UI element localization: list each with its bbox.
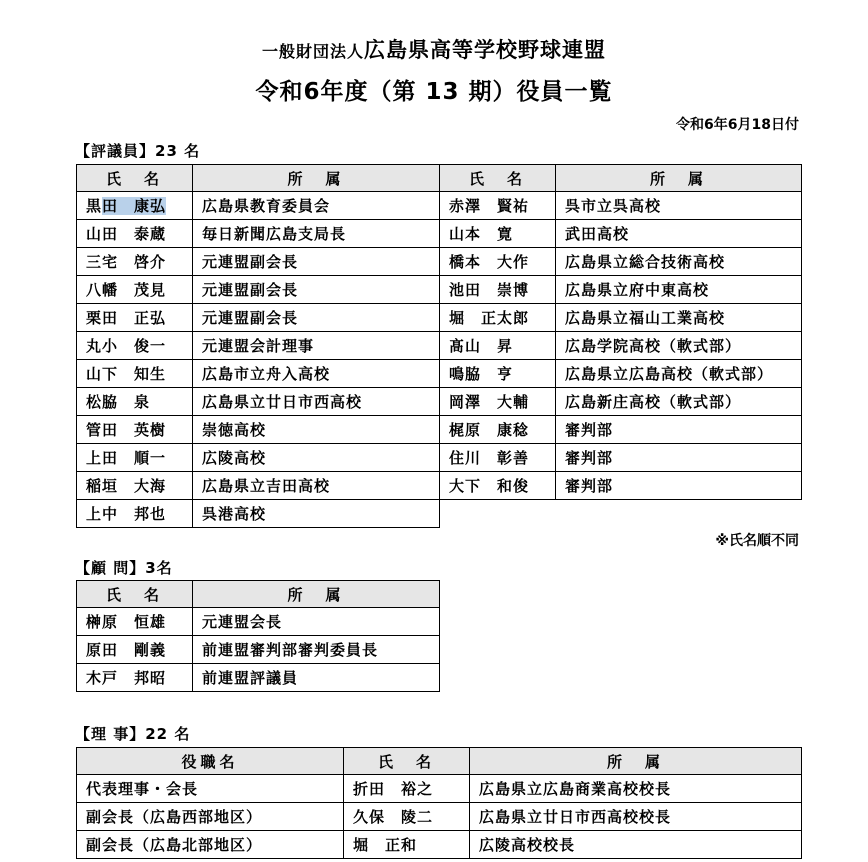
affiliation-cell: 広島県立総合技術高校 [556,248,802,276]
document-title: 令和6年度（第 13 期）役員一覧 [255,79,613,105]
affiliation-cell: 元連盟副会長 [193,248,440,276]
affiliation-cell: 元連盟副会長 [193,304,440,332]
advisors-table [76,580,440,692]
column-header-name: 氏 名 [77,581,193,608]
table-row [77,472,440,500]
member-name-cell: 大下 和俊 [440,472,556,500]
table-row [77,388,440,416]
table-row [77,444,440,472]
org-prefix: 一般財団法人 [261,42,364,61]
member-name-cell: 山本 寛 [440,220,556,248]
affiliation-cell: 広島新庄高校（軟式部） [556,388,802,416]
table-row [77,664,440,692]
affiliation-cell: 広島県立廿日市西高校校長 [470,803,802,831]
member-name-cell: 鳴脇 亨 [440,360,556,388]
member-name-cell: 上田 順一 [77,444,193,472]
member-name-selected-text: 田 康弘 [102,197,167,215]
member-name-cell: 堀 正太郎 [440,304,556,332]
affiliation-cell: 前連盟審判部審判委員長 [193,636,440,664]
table-header-row [77,581,440,608]
member-name-cell: 稲垣 大海 [77,472,193,500]
column-header-affiliation: 所 属 [193,581,440,608]
member-name-cell: 堀 正和 [344,831,470,859]
councilors-heading: 【評議員】23 名 [75,142,201,160]
member-name-cell: 三宅 啓介 [77,248,193,276]
table-row [440,360,802,388]
member-name-cell: 山田 泰蔵 [77,220,193,248]
affiliation-cell: 毎日新聞広島支局長 [193,220,440,248]
affiliation-cell: 崇徳高校 [193,416,440,444]
advisors-heading: 【顧 問】3名 [75,559,173,577]
table-row [77,775,802,803]
affiliation-cell: 元連盟会長 [193,608,440,636]
table-row [77,608,440,636]
affiliation-cell: 広島県立府中東高校 [556,276,802,304]
role-cell: 副会長（広島西部地区） [77,803,344,831]
member-name-cell: 橋本 大作 [440,248,556,276]
member-name-cell: 上中 邦也 [77,500,193,528]
column-header-affiliation: 所 属 [556,165,802,192]
member-name-cell [77,192,193,220]
member-name-cell: 折田 裕之 [344,775,470,803]
affiliation-cell: 審判部 [556,444,802,472]
document-date: 令和6年6月18日付 [676,117,799,133]
table-row [77,304,440,332]
table-row [77,416,440,444]
affiliation-cell: 呉港高校 [193,500,440,528]
affiliation-cell: 武田高校 [556,220,802,248]
affiliation-cell: 元連盟副会長 [193,276,440,304]
member-name-cell: 木戸 邦昭 [77,664,193,692]
role-cell: 副会長（広島北部地区） [77,831,344,859]
member-name-cell: 管田 英樹 [77,416,193,444]
affiliation-cell: 広島県教育委員会 [193,192,440,220]
table-row [440,444,802,472]
table-row [77,500,440,528]
member-name-cell: 梶原 康稔 [440,416,556,444]
member-name-cell: 原田 剛義 [77,636,193,664]
table-row [77,636,440,664]
table-row [77,248,440,276]
affiliation-cell: 前連盟評議員 [193,664,440,692]
member-name-cell: 栗田 正弘 [77,304,193,332]
member-name-part: 黒 [86,197,103,215]
role-cell: 代表理事・会長 [77,775,344,803]
table-row [440,304,802,332]
member-name-cell: 池田 崇博 [440,276,556,304]
org-name: 広島県高等学校野球連盟 [364,38,606,62]
member-name-cell: 住川 彰善 [440,444,556,472]
column-header-role: 役職名 [77,748,344,775]
member-name-cell: 髙山 昇 [440,332,556,360]
table-row [440,388,802,416]
column-header-affiliation: 所 属 [470,748,802,775]
affiliation-cell: 広島県立福山工業高校 [556,304,802,332]
directors-table [76,747,802,859]
table-row [440,416,802,444]
table-row [77,276,440,304]
affiliation-cell: 呉市立呉高校 [556,192,802,220]
column-header-name: 氏 名 [440,165,556,192]
table-row [440,220,802,248]
councilors-table-left [76,164,440,528]
directors-heading: 【理 事】22 名 [75,725,191,743]
member-name-cell: 赤澤 賢祐 [440,192,556,220]
table-row [77,220,440,248]
column-header-name: 氏 名 [344,748,470,775]
member-name-cell: 丸小 俊一 [77,332,193,360]
org-title [0,34,868,64]
member-name-cell: 久保 陵二 [344,803,470,831]
affiliation-cell: 審判部 [556,472,802,500]
affiliation-cell: 広島県立広島高校（軟式部） [556,360,802,388]
table-row [440,472,802,500]
affiliation-cell: 広島学院高校（軟式部） [556,332,802,360]
member-name-cell: 八幡 茂見 [77,276,193,304]
table-row [77,803,802,831]
table-row [77,332,440,360]
affiliation-cell: 広島市立舟入高校 [193,360,440,388]
order-note: ※氏名順不同 [715,533,799,549]
affiliation-cell: 審判部 [556,416,802,444]
table-header-row [77,165,440,192]
table-row [440,192,802,220]
table-row [77,360,440,388]
member-name-cell: 榊原 恒雄 [77,608,193,636]
table-header-row [77,748,802,775]
affiliation-cell: 広陵高校校長 [470,831,802,859]
councilors-table-right [439,164,802,500]
affiliation-cell: 広陵高校 [193,444,440,472]
column-header-name: 氏 名 [77,165,193,192]
affiliation-cell: 広島県立廿日市西高校 [193,388,440,416]
column-header-affiliation: 所 属 [193,165,440,192]
table-row [440,248,802,276]
member-name-cell: 松脇 泉 [77,388,193,416]
affiliation-cell: 広島県立吉田高校 [193,472,440,500]
affiliation-cell: 元連盟会計理事 [193,332,440,360]
member-name-cell: 山下 知生 [77,360,193,388]
table-row [77,192,440,220]
table-row [440,276,802,304]
table-row [440,332,802,360]
table-header-row [440,165,802,192]
member-name-cell: 岡澤 大輔 [440,388,556,416]
affiliation-cell: 広島県立広島商業高校校長 [470,775,802,803]
table-row [77,831,802,859]
